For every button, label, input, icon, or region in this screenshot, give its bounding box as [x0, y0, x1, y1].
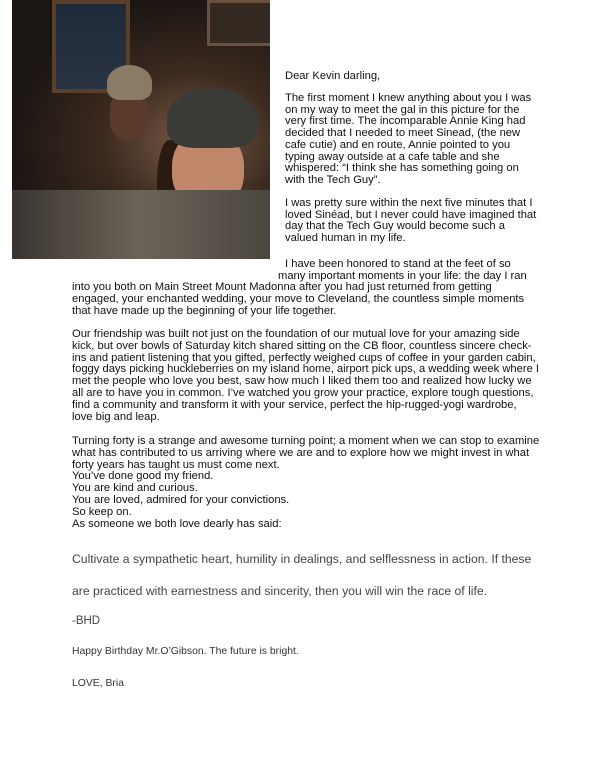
line: You are loved, admired for your convictions. [72, 493, 290, 506]
picture-frame [207, 0, 270, 46]
birthday-message: Happy Birthday Mr.O’Gibson. The future is bright. [72, 646, 299, 657]
line: ins and patient listening that you gifted, perfectly weighed cups of coffee in your garden cabin, [72, 351, 536, 364]
line: find a community and transform it with your service, perfect the hip-rugged-yogi wardrobe, [72, 398, 517, 411]
line: what has contributed to us arriving where we are and to explore how we might invest in what [72, 446, 530, 459]
quote-line-2: are practiced with earnestness and sincerity, then you will win the race of life. [72, 584, 488, 598]
line: foggy days picking huckleberries on my island home, airport pick ups, a wedding week where I [72, 363, 540, 376]
line: So keep on. [72, 505, 132, 518]
line: kick, but over bowls of Saturday kitch shared sitting on the CB floor, countless sincere check- [72, 339, 532, 352]
line: typing away outside at a cafe table and she [285, 150, 500, 163]
line: decided that I needed to meet Sinead, (the new [285, 127, 521, 140]
blanket [12, 190, 270, 259]
photo [12, 0, 270, 259]
line: engaged, your enchanted wedding, your move to Cleveland, the countless simple moments [72, 292, 525, 305]
paragraph-1 [285, 93, 531, 187]
paragraph-2 [285, 198, 536, 245]
paragraph-3-line-2: many important moments in your life: the day I ran [278, 270, 527, 282]
line: day that the Tech Guy would become such a [285, 220, 505, 233]
line: Turning forty is a strange and awesome turning point; a moment when we can stop to examine [72, 435, 540, 447]
line: met the people who love you best, saw how much I liked them too and realized how lucky we [72, 375, 532, 388]
man-hat [107, 65, 152, 100]
line: loved Sinéad, but I never could have imagined that [285, 208, 537, 221]
line: all are to have you in common. I’ve watched you grow your practice, explore tough questions, [72, 386, 534, 399]
line: The first moment I knew anything about you I was [285, 92, 532, 104]
line: You’ve done good my friend. [72, 470, 214, 483]
salutation: Dear Kevin darling, [285, 70, 381, 82]
line: with the Tech Guy”. [285, 173, 381, 186]
woman-hat [167, 88, 257, 148]
paragraph-4 [72, 329, 539, 423]
line: into you both on Main Street Mount Madonna after you had just returned from getting [72, 281, 492, 293]
line: love big and leap. [72, 410, 160, 423]
paragraph-3 [72, 282, 524, 317]
quote-line-1: Cultivate a sympathetic heart, humility in dealings, and selflessness in action. If these [72, 552, 532, 566]
line: You are kind and curious. [72, 482, 198, 495]
line: that have made up the beginning of your life together. [72, 304, 337, 317]
signoff: LOVE, Bria [72, 678, 124, 689]
paragraph-5 [72, 436, 539, 530]
line: whispered: “I think she has something going on [285, 162, 519, 175]
line: As someone we both love dearly has said: [72, 517, 282, 530]
quote-attribution: -BHD [72, 615, 101, 627]
line: very first time. The incomparable Annie King had [285, 115, 526, 128]
line: cafe cutie) and en route, Annie pointed to you [285, 138, 511, 151]
line: I was pretty sure within the next five minutes that I [285, 197, 533, 209]
line: valued human in my life. [285, 232, 406, 245]
line: on my way to meet the gal in this picture for the [285, 103, 520, 116]
line: forty years has taught us must come next. [72, 458, 280, 471]
paragraph-3-line-1: I have been honored to stand at the feet of so [285, 258, 511, 270]
line: Our friendship was built not just on the foundation of our mutual love for your amazing side [72, 328, 520, 340]
